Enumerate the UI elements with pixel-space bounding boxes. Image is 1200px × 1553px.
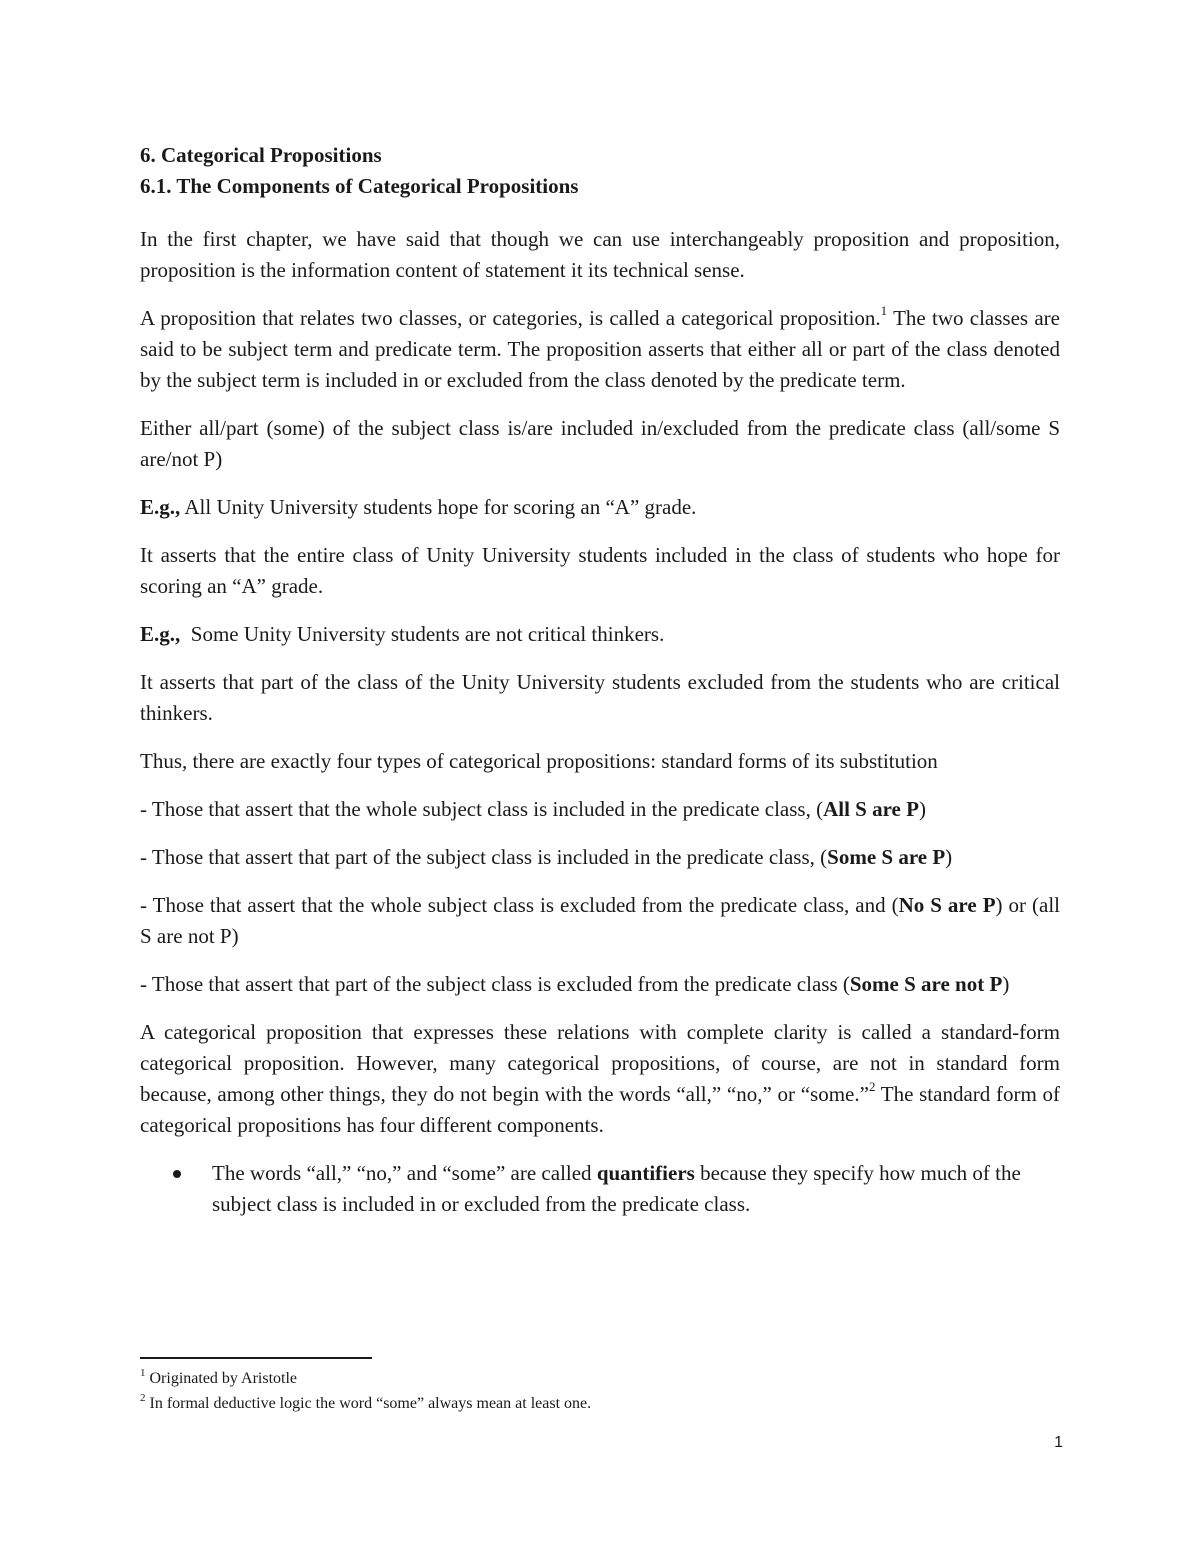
example-1	[140, 492, 1060, 523]
quantifiers-term: quantifiers	[596, 1161, 695, 1185]
example-1-explanation: It asserts that the entire class of Unity University students included in the class of students who hope for scoring an “A” grade.	[140, 543, 1060, 598]
standard-form-text-a: A categorical proposition that expresses these relations with complete clarity is called a standard-form categorical proposition. However, many categorical propositions, of course, are not in standard form because, among other things, they do not begin with the words “all,” “no,” or “some.”	[140, 1020, 1060, 1106]
four-types-intro: Thus, there are exactly four types of categorical propositions: standard forms of its substitution	[140, 749, 938, 773]
standard-form-paragraph	[140, 1017, 1060, 1141]
example-2-text: Some Unity University students are not critical thinkers.	[180, 622, 665, 646]
type-e-text: - Those that assert that the whole subject class is excluded from the predicate class, and (	[140, 893, 899, 917]
example-1-text: All Unity University students hope for scoring an “A” grade.	[180, 495, 697, 519]
chapter-heading: 6. Categorical Propositions	[140, 143, 382, 167]
footnote-ref-1[interactable]: 1	[880, 303, 888, 318]
type-i-text: - Those that assert that part of the subject class is included in the predicate class, (	[140, 845, 828, 869]
footnote-2-number: 2	[140, 1391, 146, 1404]
type-o-after: )	[1002, 972, 1010, 996]
definition-text-b: The two classes are said to be subject term and predicate term. The proposition asserts that either all or part of the class denoted by the subject term is included in or excluded from the class denoted by the predicate term.	[140, 306, 1060, 392]
footnote-1	[140, 1366, 1060, 1391]
type-e-item	[140, 890, 1060, 952]
example-2-explanation: It asserts that part of the class of the Unity University students excluded from the students who are critical thinkers.	[140, 670, 1060, 725]
general-form-paragraph: Either all/part (some) of the subject class is/are included in/excluded from the predicate class (all/some S are/not P)	[140, 416, 1060, 471]
bullet-text-b: because they specify how much of the subject class is included in or excluded from the predicate class.	[212, 1161, 1021, 1216]
type-e-form: No S are P	[898, 893, 996, 917]
example-2	[140, 619, 1060, 650]
type-a-after: )	[918, 797, 926, 821]
example-1-label: E.g.,	[140, 495, 181, 519]
page-content	[140, 140, 1060, 1220]
footnote-separator	[140, 1357, 372, 1359]
standard-form-text-b: The standard form of categorical propositions has four different components.	[140, 1082, 1060, 1137]
footnote-ref-2[interactable]: 2	[868, 1079, 876, 1094]
type-e-after: ) or (all S are not P)	[140, 893, 1060, 948]
definition-paragraph	[140, 303, 1060, 396]
type-i-form: Some S are P	[827, 845, 946, 869]
bullet-text-a: The words “all,” “no,” and “some” are called	[212, 1161, 597, 1185]
intro-paragraph: In the first chapter, we have said that though we can use interchangeably proposition and proposition, proposition is the information content of statement it its technical sense.	[140, 227, 1060, 282]
type-o-form: Some S are not P	[849, 972, 1003, 996]
type-o-item	[140, 969, 1060, 1000]
quantifiers-bullet	[140, 1158, 1060, 1220]
definition-text-a: A proposition that relates two classes, or categories, is called a categorical proposition.	[140, 306, 881, 330]
footnote-2	[140, 1391, 1060, 1416]
type-i-item	[140, 842, 1060, 873]
footnotes	[140, 1366, 1060, 1416]
footnote-1-text: Originated by Aristotle	[145, 1370, 298, 1387]
type-a-form: All S are P	[823, 797, 919, 821]
footnote-2-text: In formal deductive logic the word “some” always mean at least one.	[145, 1395, 592, 1412]
footnote-1-number: 1	[140, 1366, 146, 1379]
type-i-after: )	[945, 845, 953, 869]
type-a-text: - Those that assert that the whole subject class is included in the predicate class, (	[140, 797, 824, 821]
bullet-dot-icon	[173, 1170, 181, 1178]
page-number: 1	[1054, 1434, 1063, 1451]
type-o-text: - Those that assert that part of the subject class is excluded from the predicate class (	[140, 972, 850, 996]
example-2-label: E.g.,	[140, 622, 181, 646]
type-a-item	[140, 794, 1060, 825]
section-heading: 6.1. The Components of Categorical Propositions	[140, 174, 579, 198]
